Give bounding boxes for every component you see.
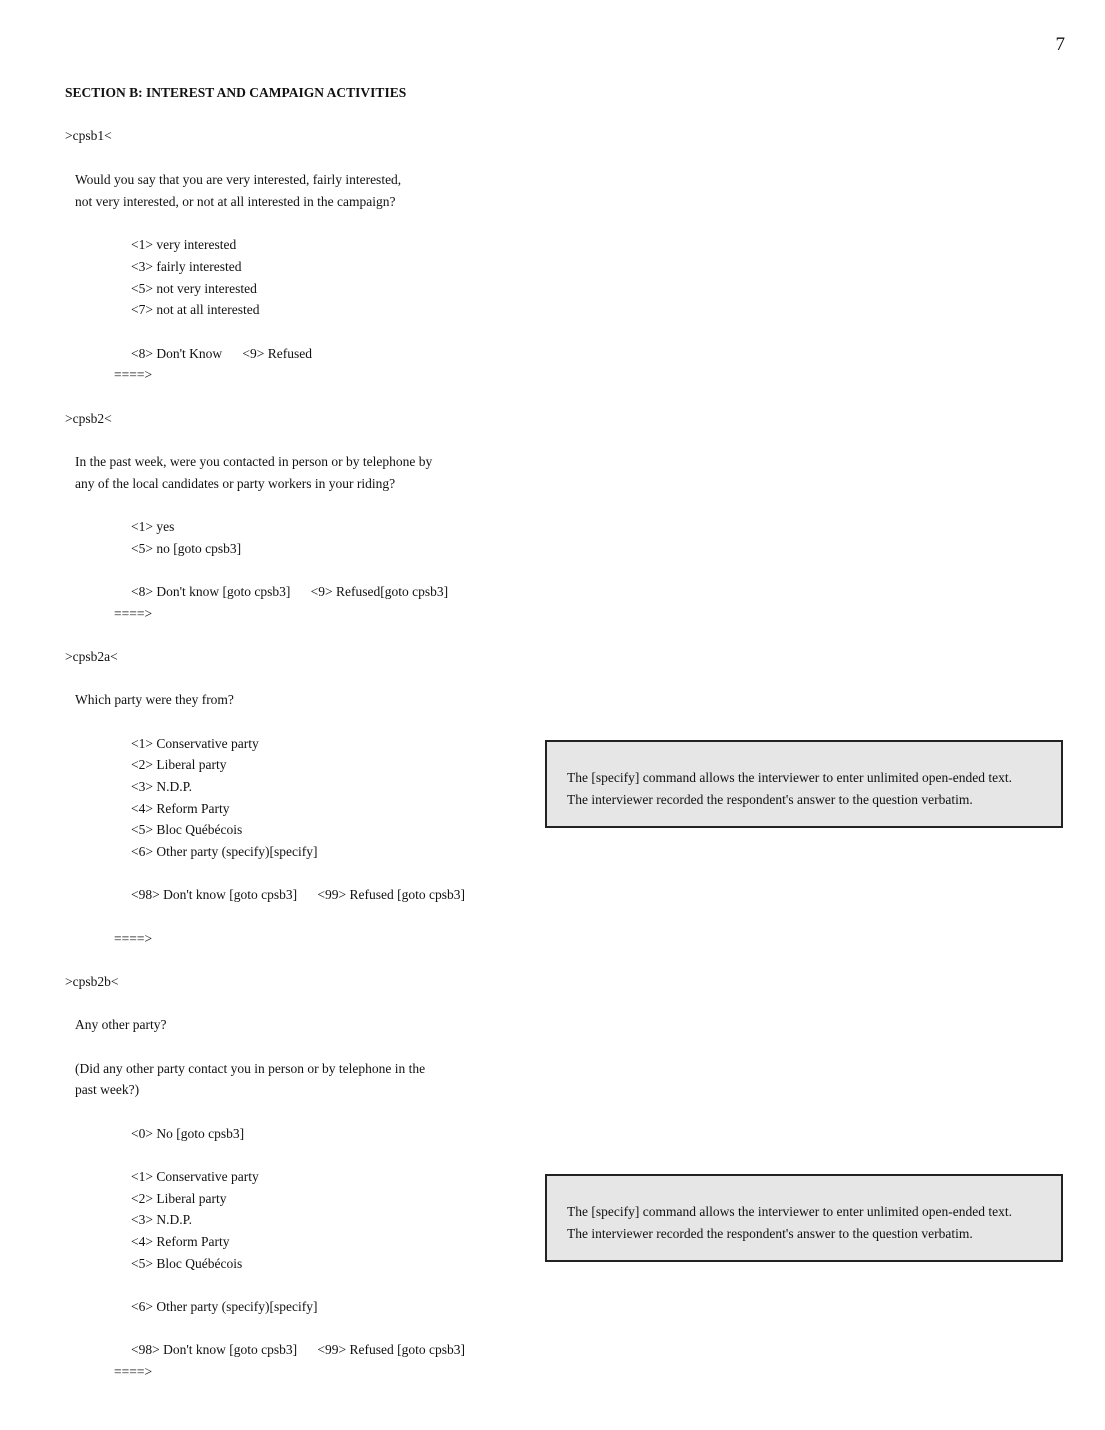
note-line: The interviewer recorded the respondent's answer to the question verbatim.	[567, 792, 973, 807]
answer-option: <1> Conservative party	[131, 736, 259, 751]
answer-option: <1> yes	[131, 519, 175, 534]
question-id: >cpsb2a<	[65, 649, 118, 664]
answer-option: <3> N.D.P.	[131, 779, 192, 794]
answer-option: <5> not very interested	[131, 281, 257, 296]
dk-refused-option: <98> Don't know [goto cpsb3] <99> Refused [goto cpsb3]	[131, 887, 465, 902]
entry-arrow: ====>	[114, 931, 153, 946]
answer-option: <4> Reform Party	[131, 801, 230, 816]
specify-note-box	[545, 1174, 1063, 1262]
answer-option: <2> Liberal party	[131, 1191, 227, 1206]
entry-arrow: ====>	[114, 1364, 153, 1379]
answer-option: <3> fairly interested	[131, 259, 242, 274]
answer-option: <2> Liberal party	[131, 757, 227, 772]
question-text: Any other party?	[75, 1017, 167, 1032]
question-text: (Did any other party contact you in person or by telephone in the	[75, 1061, 426, 1076]
entry-arrow: ====>	[114, 367, 153, 382]
question-id: >cpsb2b<	[65, 974, 119, 989]
answer-option: <6> Other party (specify)[specify]	[131, 844, 318, 859]
answer-option: <5> Bloc Québécois	[131, 1256, 243, 1271]
section-title: SECTION B: INTEREST AND CAMPAIGN ACTIVITIES	[65, 85, 407, 100]
answer-option: <4> Reform Party	[131, 1234, 230, 1249]
question-text: any of the local candidates or party workers in your riding?	[75, 476, 396, 491]
answer-option: <5> Bloc Québécois	[131, 822, 243, 837]
dk-refused-option: <8> Don't know [goto cpsb3] <9> Refused[goto cpsb3]	[131, 584, 449, 599]
answer-option: <3> N.D.P.	[131, 1212, 192, 1227]
answer-option: <1> Conservative party	[131, 1169, 259, 1184]
answer-option: <6> Other party (specify)[specify]	[131, 1299, 318, 1314]
dk-refused-option: <98> Don't know [goto cpsb3] <99> Refused [goto cpsb3]	[131, 1342, 465, 1357]
dk-refused-option: <8> Don't Know <9> Refused	[131, 346, 312, 361]
page-number: 7	[1055, 34, 1065, 55]
question-text: not very interested, or not at all interested in the campaign?	[75, 194, 396, 209]
note-line: The [specify] command allows the interviewer to enter unlimited open-ended text.	[567, 1204, 1012, 1219]
question-text: Would you say that you are very interested, fairly interested,	[75, 172, 402, 187]
answer-option: <7> not at all interested	[131, 302, 260, 317]
question-text: In the past week, were you contacted in person or by telephone by	[75, 454, 433, 469]
answer-option: <1> very interested	[131, 237, 237, 252]
question-id: >cpsb2<	[65, 411, 112, 426]
question-id: >cpsb1<	[65, 128, 112, 143]
answer-option: <5> no [goto cpsb3]	[131, 541, 242, 556]
question-text: Which party were they from?	[75, 692, 234, 707]
entry-arrow: ====>	[114, 606, 153, 621]
specify-note-box	[545, 740, 1063, 828]
question-text: past week?)	[75, 1082, 140, 1097]
answer-option: <0> No [goto cpsb3]	[131, 1126, 245, 1141]
note-line: The [specify] command allows the interviewer to enter unlimited open-ended text.	[567, 770, 1012, 785]
note-line: The interviewer recorded the respondent's answer to the question verbatim.	[567, 1226, 973, 1241]
